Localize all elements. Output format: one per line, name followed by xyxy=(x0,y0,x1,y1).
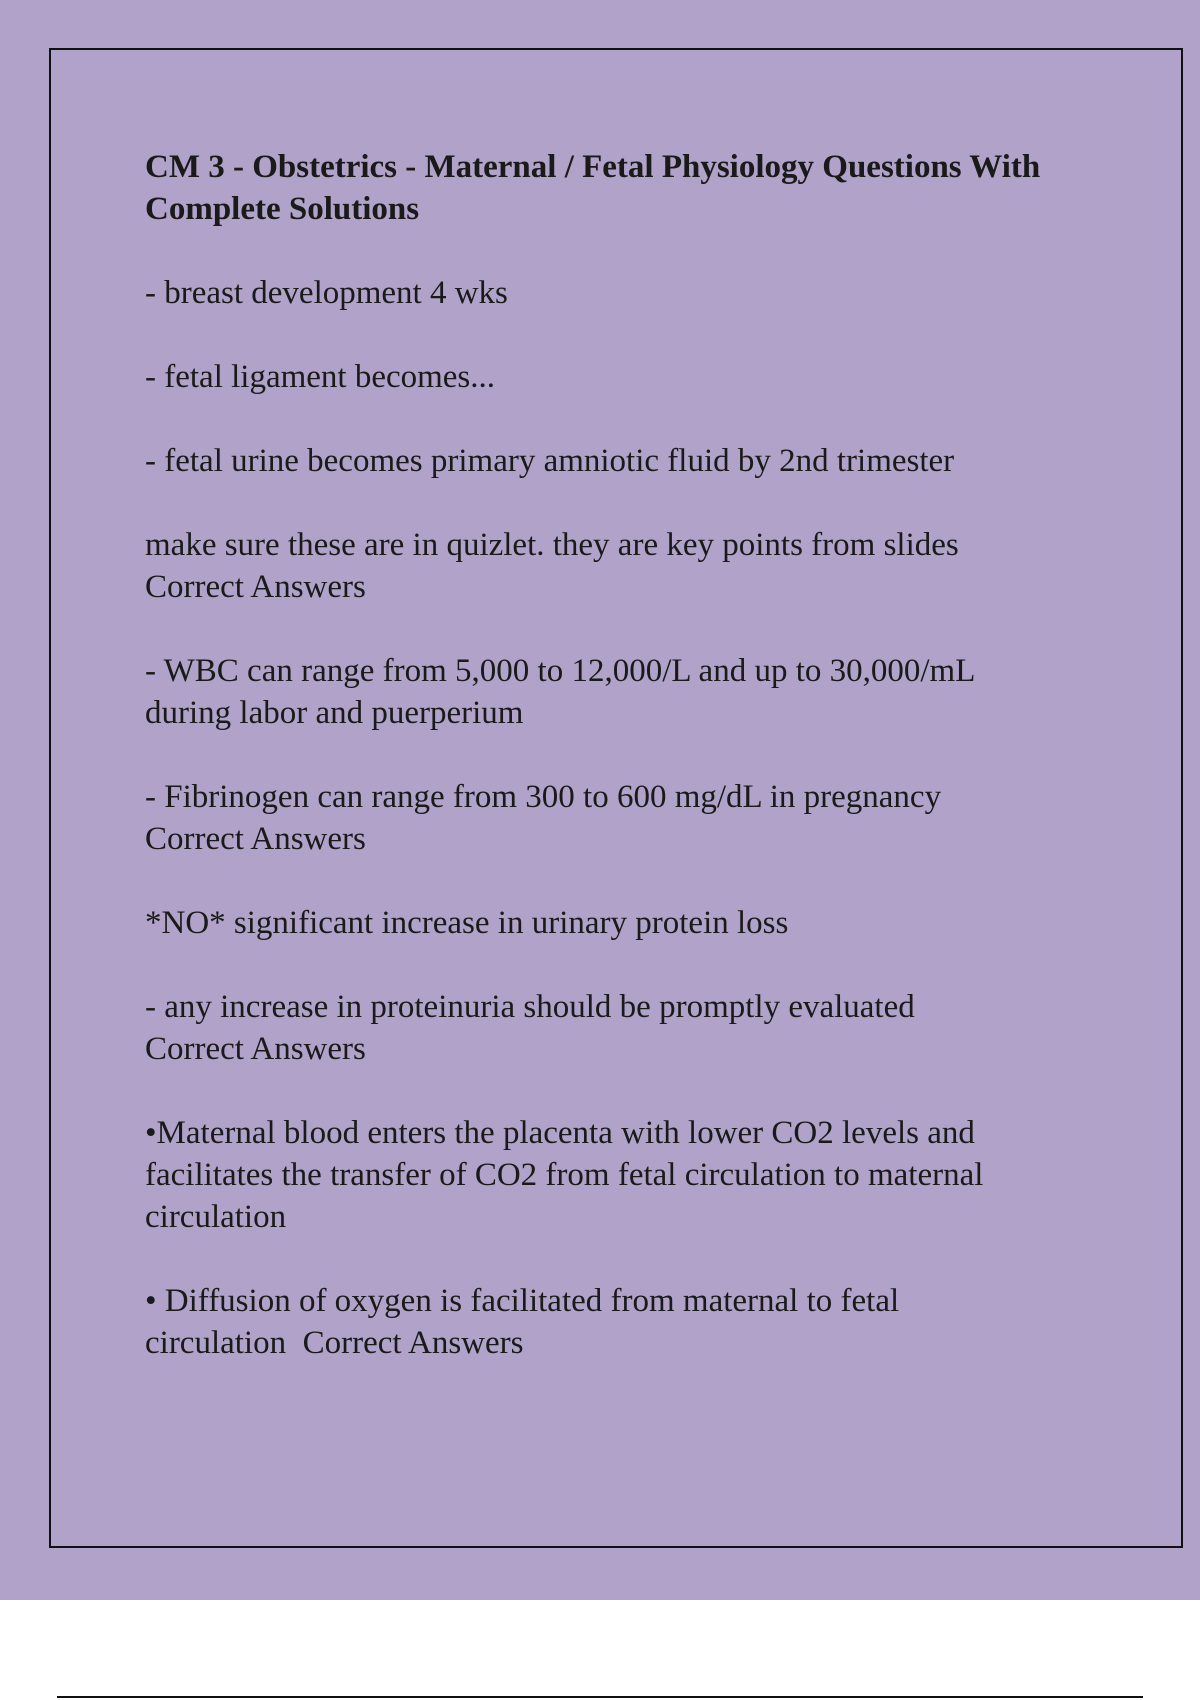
paragraph: - Fibrinogen can range from 300 to 600 mg/dL in pregnancy Correct Answers xyxy=(145,779,942,857)
document-body xyxy=(145,146,1085,1406)
paragraph: •Maternal blood enters the placenta with lower CO2 levels and facilitates the transfer of CO2 from fetal circulation to maternal circulation xyxy=(145,1115,984,1235)
footer-divider xyxy=(57,1696,1143,1698)
paragraph: - breast development 4 wks xyxy=(145,275,508,311)
paragraph: - any increase in proteinuria should be promptly evaluated Correct Answers xyxy=(145,989,915,1067)
paragraph: • Diffusion of oxygen is facilitated from maternal to fetal circulation Correct Answers xyxy=(145,1283,900,1361)
paragraph: *NO* significant increase in urinary protein loss xyxy=(145,905,789,941)
paragraph: make sure these are in quizlet. they are key points from slides Correct Answers xyxy=(145,527,959,605)
paragraph: - WBC can range from 5,000 to 12,000/L and up to 30,000/mL during labor and puerperium xyxy=(145,653,976,731)
paragraph: - fetal urine becomes primary amniotic fluid by 2nd trimester xyxy=(145,443,955,479)
paragraph: - fetal ligament becomes... xyxy=(145,359,496,395)
document-title: CM 3 - Obstetrics - Maternal / Fetal Physiology Questions With Complete Solutions xyxy=(145,149,1041,227)
